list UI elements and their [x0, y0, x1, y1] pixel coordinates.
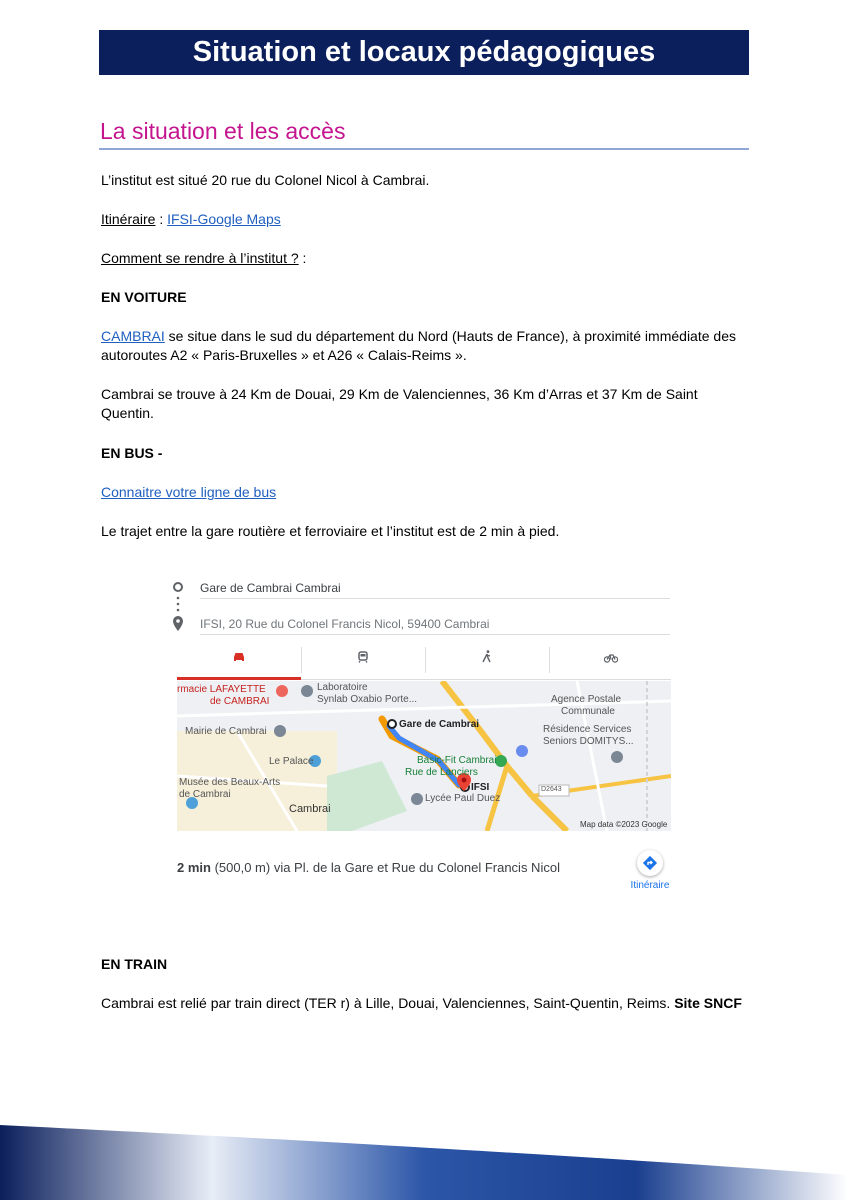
tab-separator: [301, 647, 302, 673]
map-label-basic-2: Rue de Lanciers: [405, 767, 478, 778]
map-attribution: Map data ©2023 Google: [580, 820, 668, 829]
section-title: La situation et les accès: [100, 118, 346, 144]
map-label-lycee: Lycée Paul Duez: [425, 793, 501, 804]
fuel-pin: [516, 745, 528, 757]
bus-link-line: [101, 483, 751, 502]
route-dots-icon: [172, 581, 188, 633]
travel-mode-tabs: [177, 641, 671, 680]
bike-icon: [604, 652, 618, 663]
gym-pin: [495, 755, 507, 767]
map-label-agence: Agence Postale: [551, 694, 622, 705]
sncf-link[interactable]: Site SNCF: [674, 995, 742, 1011]
map-label-pharmacie-2: de CAMBRAI: [210, 696, 270, 707]
voiture-paragraph: [101, 327, 749, 365]
labo-pin: [301, 685, 313, 697]
voiture-text: se situe dans le sud du département du Nord (Hauts de France), à proximité immédiate des autoroutes A2 « Paris-Bruxelles » et A26 « Calais-Reims ».: [101, 328, 736, 363]
bus-heading: EN BUS -: [101, 445, 163, 461]
mairie-pin: [274, 725, 286, 737]
map-label-palace: Le Palace: [269, 756, 314, 767]
itineraire-line: [101, 210, 751, 229]
tab-bike[interactable]: [549, 641, 673, 677]
directions-icon: [637, 850, 663, 876]
map-label-musee-2: de Cambrai: [179, 789, 231, 800]
intro-text: L’institut est situé 20 rue du Colonel Nicol à Cambrai.: [101, 172, 430, 188]
itineraire-button[interactable]: [625, 850, 675, 891]
tab-transit[interactable]: [301, 641, 425, 677]
comment-label: Comment se rendre à l’institut ?: [101, 250, 299, 266]
residence-pin: [611, 751, 623, 763]
origin-underline: [200, 598, 670, 599]
tab-walk[interactable]: [425, 641, 549, 677]
itineraire-label: Itinéraire: [101, 211, 156, 227]
itineraire-button-label: Itinéraire: [630, 880, 670, 891]
car-icon: [232, 651, 246, 663]
bus-line-link[interactable]: Connaitre votre ligne de bus: [101, 484, 277, 500]
comment-suffix: :: [298, 250, 307, 266]
map-label-residence: Résidence Services: [543, 724, 632, 735]
footer-decoration: [0, 1125, 848, 1200]
map-label-agence-2: Communale: [561, 706, 615, 717]
pharmacy-pin: [276, 685, 288, 697]
map-label-ifsi: IFSI: [471, 782, 490, 793]
cambrai-link[interactable]: CAMBRAI: [101, 328, 165, 344]
route-time: 2 min: [177, 860, 211, 875]
map-view[interactable]: [177, 681, 671, 831]
page-banner: Situation et locaux pédagogiques: [99, 30, 749, 75]
train-icon: [357, 651, 369, 663]
map-label-labo: Laboratoire: [317, 682, 368, 693]
map-label-residence-2: Seniors DOMITYS...: [543, 736, 634, 747]
map-screenshot: [170, 575, 680, 895]
tab-separator: [549, 647, 550, 673]
tab-car[interactable]: [177, 641, 301, 680]
bus-text: Le trajet entre la gare routière et ferroviaire et l’institut est de 2 min à pied.: [101, 523, 560, 539]
destination-underline: [200, 634, 670, 635]
lycee-pin: [411, 793, 423, 805]
tab-separator: [425, 647, 426, 673]
route-details: (500,0 m) via Pl. de la Gare et Rue du Colonel Francis Nicol: [210, 860, 560, 875]
train-text: Cambrai est relié par train direct (TER r) à Lille, Douai, Valenciennes, Saint-Quentin, Reims.: [101, 995, 675, 1011]
map-label-pharmacie: rmacie LAFAYETTE: [177, 684, 266, 695]
destination-field[interactable]: IFSI, 20 Rue du Colonel Francis Nicol, 59400 Cambrai: [200, 617, 490, 631]
itineraire-sep: :: [155, 211, 168, 227]
google-maps-link[interactable]: IFSI-Google Maps: [167, 211, 281, 227]
map-label-mairie: Mairie de Cambrai: [185, 726, 267, 737]
map-label-musee: Musée des Beaux-Arts: [179, 777, 281, 788]
map-label-gare: Gare de Cambrai: [399, 719, 480, 730]
map-label-d2643: D2643: [541, 786, 562, 793]
map-label-basic: Basic-Fit Cambrai: [417, 755, 497, 766]
section-divider: [99, 148, 749, 150]
origin-field[interactable]: Gare de Cambrai Cambrai: [200, 581, 341, 595]
walk-icon: [482, 650, 492, 663]
origin-marker: [388, 720, 396, 728]
route-summary: [177, 860, 560, 875]
distances-text: Cambrai se trouve à 24 Km de Douai, 29 Km de Valenciennes, 36 Km d’Arras et 37 Km de Saint Quentin.: [101, 386, 698, 421]
map-label-labo-2: Synlab Oxabio Porte...: [317, 694, 418, 705]
train-paragraph: [101, 994, 761, 1013]
comment-line: [101, 249, 751, 268]
map-label-cambrai: Cambrai: [289, 803, 331, 815]
train-heading: EN TRAIN: [101, 956, 168, 972]
voiture-heading: EN VOITURE: [101, 289, 187, 305]
